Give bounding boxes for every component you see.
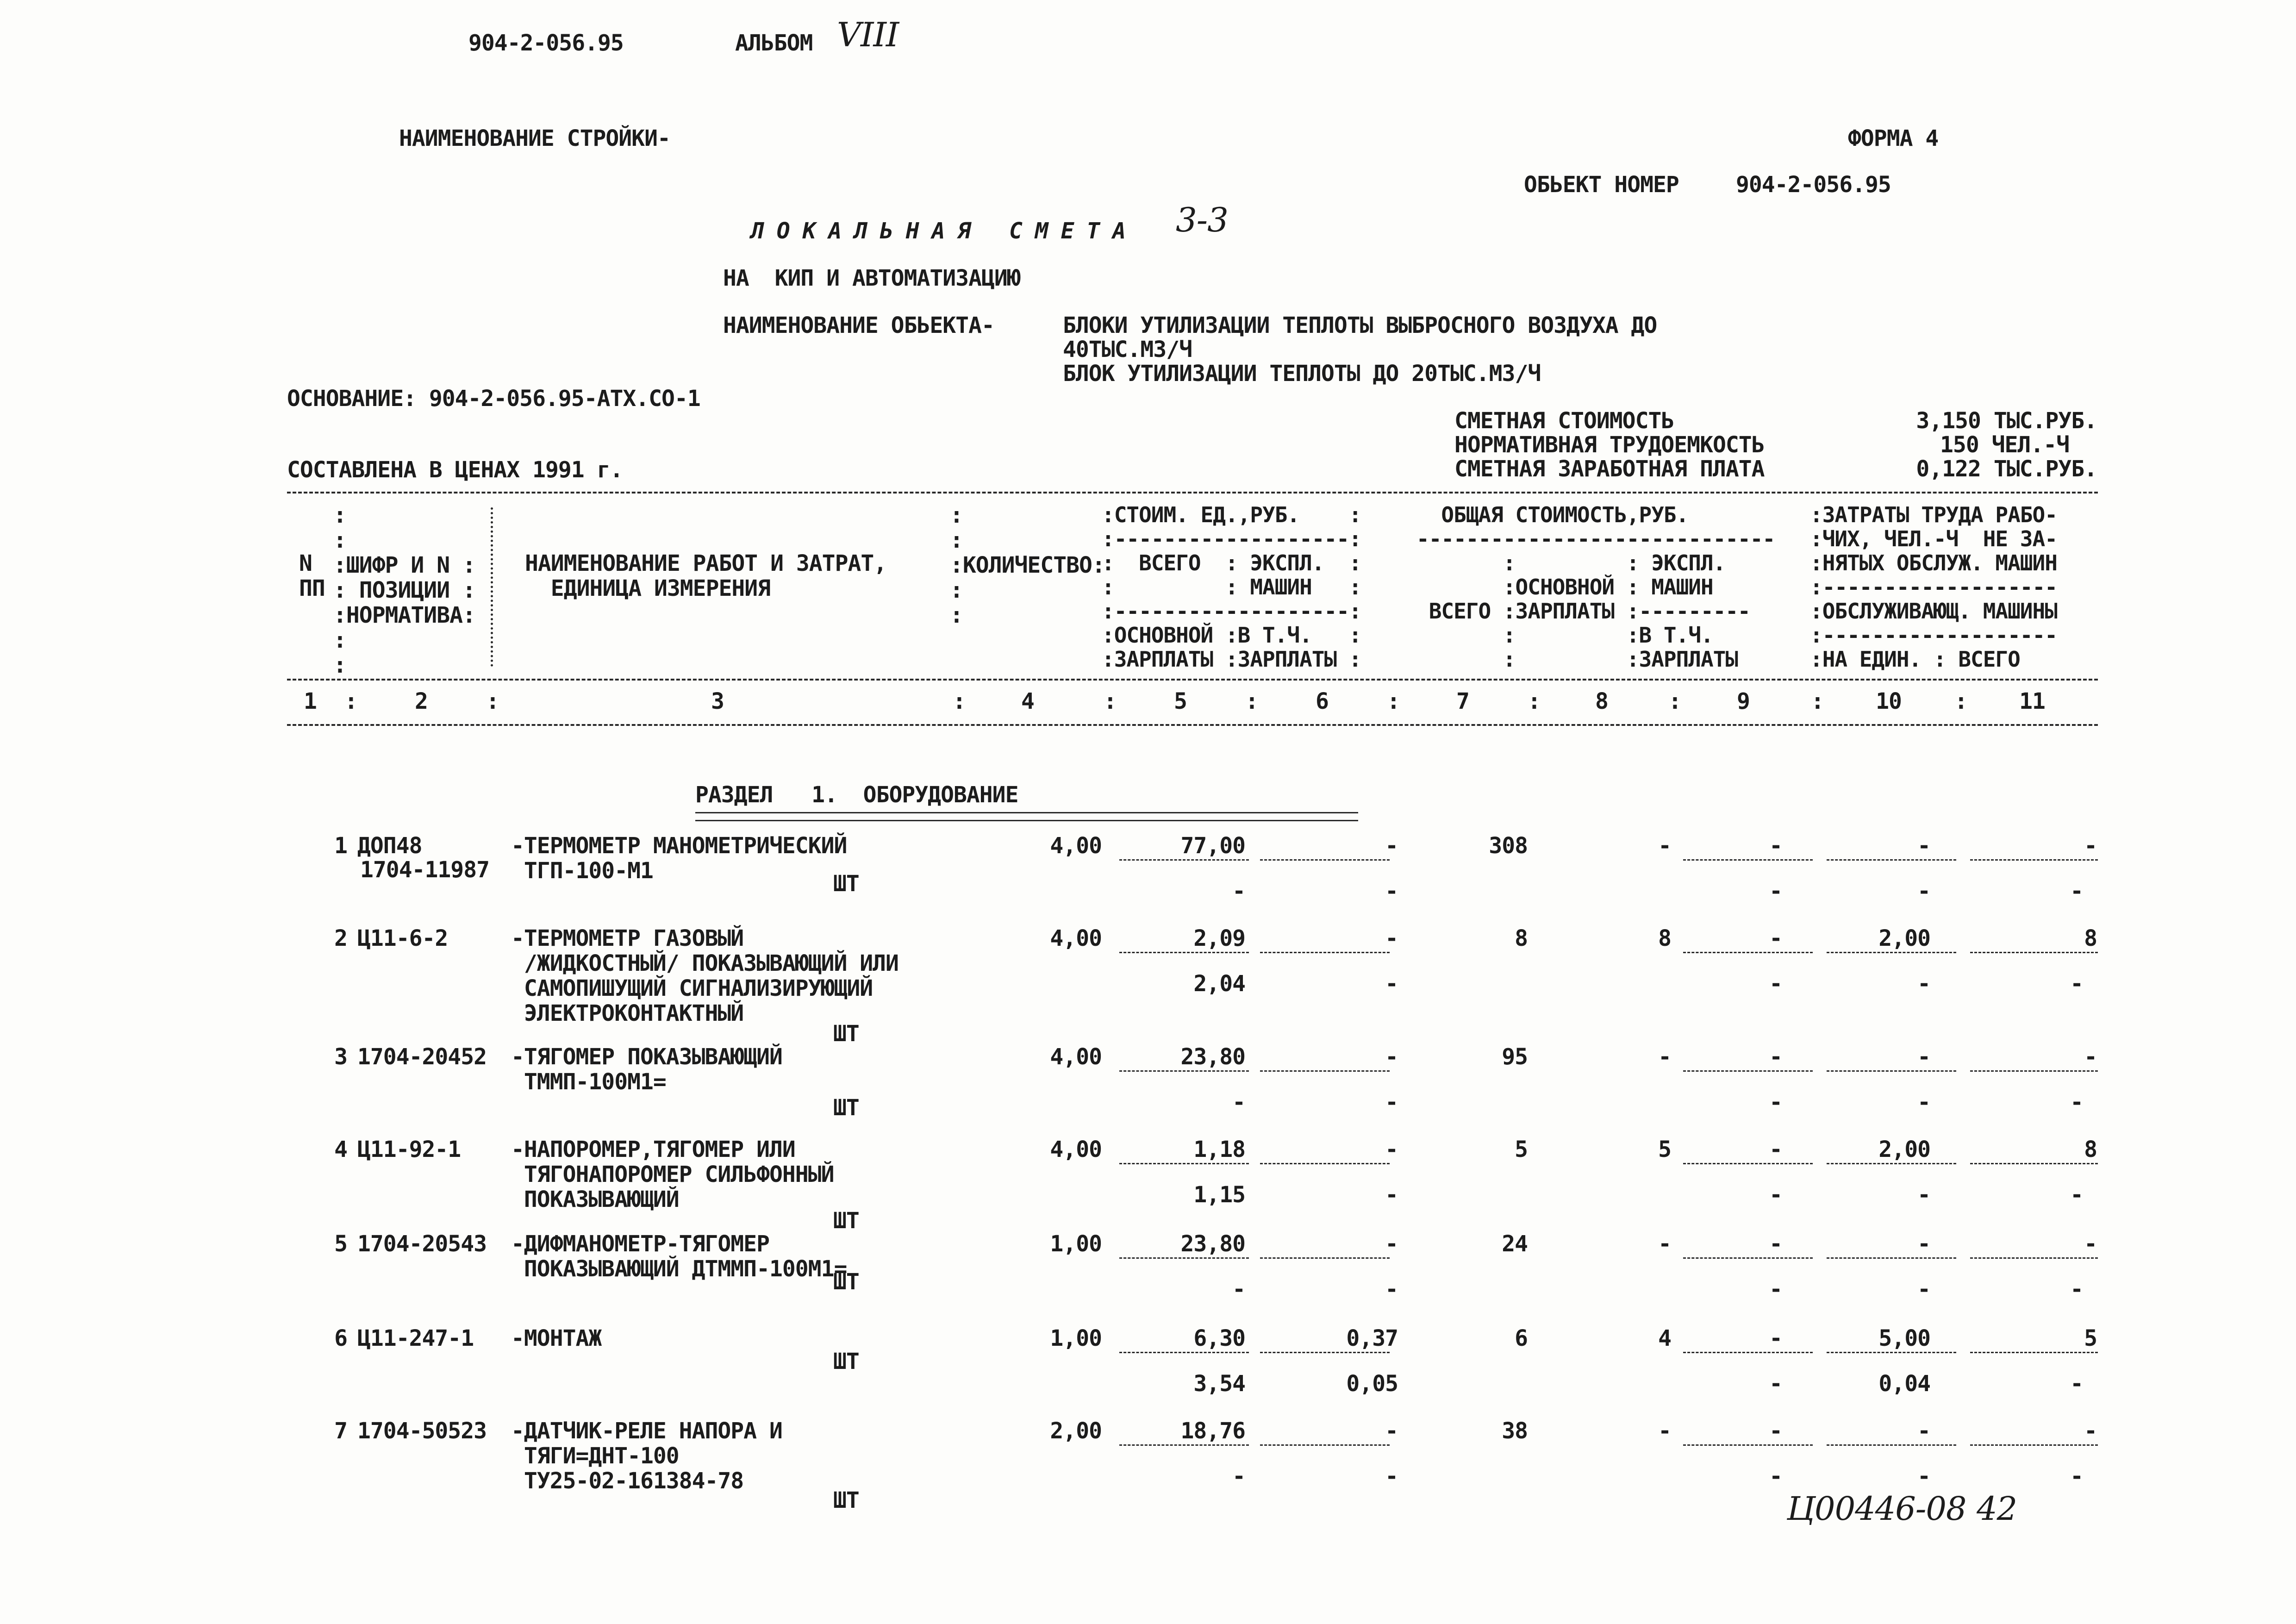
row-unit-cost-machines: - (1385, 1137, 1398, 1162)
row-unit-cost-total: 6,30 (1193, 1325, 1245, 1351)
row-unit-salary: 3,54 (1193, 1371, 1245, 1397)
row-unit: ШТ (833, 1487, 859, 1513)
colnum-sep: : (1954, 688, 1967, 714)
colnum-sep: : (953, 688, 966, 714)
row-labor-machine-total: - (2070, 1276, 2083, 1302)
colnum-10: 10 (1876, 688, 1902, 714)
colnum-bottom-rule (287, 724, 2098, 726)
row-unit-cost-machines: - (1385, 925, 1398, 951)
row-labor-total: 8 (2084, 925, 2097, 951)
header-col-n: N ПП (299, 550, 325, 601)
summary-value-cost: 3,150 ТЫС.РУБ. (1916, 408, 2097, 434)
row-subline (1827, 859, 1956, 861)
row-unit-machine-salary: - (1385, 1089, 1398, 1115)
row-unit-cost-total: 23,80 (1180, 1231, 1245, 1257)
row-labor-total: 8 (2084, 1137, 2097, 1162)
row-subline (1970, 1444, 2098, 1446)
row-unit-cost-total: 77,00 (1180, 833, 1245, 859)
row-total-machines: - (1769, 1137, 1782, 1162)
row-labor-unit: - (1917, 1231, 1930, 1257)
row-subline (1683, 1070, 1813, 1072)
row-total: 24 (1502, 1231, 1528, 1257)
row-unit-cost-machines: - (1385, 1231, 1398, 1257)
colnum-sep: : (1811, 688, 1824, 714)
row-name: -ДИФМАНОМЕТР-ТЯГОМЕР ПОКАЗЫВАЮЩИЙ ДТММП-100М1= (511, 1231, 847, 1282)
row-number: 4 (334, 1137, 347, 1162)
row-labor-machine-unit: - (1917, 1089, 1930, 1115)
row-total-machines: - (1769, 1418, 1782, 1444)
row-name: -ТЕРМОМЕТР ГАЗОВЫЙ /ЖИДКОСТНЫЙ/ ПОКАЗЫВАЮЩИЙ ИЛИ САМОПИШУЩИЙ СИГНАЛИЗИРУЮЩИЙ ЭЛЕКТРОКОНТАКТНЫЙ (511, 925, 898, 1026)
row-labor-unit: - (1917, 1418, 1930, 1444)
row-number: 2 (334, 925, 347, 951)
row-unit-salary: - (1232, 1089, 1245, 1115)
row-total-machine-salary: - (1769, 1371, 1782, 1397)
row-code: Ц11-6-2 (357, 925, 448, 951)
row-unit-machine-salary: - (1385, 1463, 1398, 1489)
summary-label-cost: СМЕТНАЯ СТОИМОСТЬ (1454, 408, 1674, 434)
row-labor-machine-total: - (2070, 878, 2083, 904)
row-subline (1260, 1163, 1390, 1164)
row-labor-machine-unit: - (1917, 1463, 1930, 1489)
row-subline (1970, 1352, 2098, 1353)
row-unit: ШТ (833, 1269, 859, 1295)
row-unit-machine-salary: - (1385, 1276, 1398, 1302)
header-col-labor: :ЗАТРАТЫ ТРУДА РАБО- :ЧИХ, ЧЕЛ.-Ч НЕ ЗА- :НЯТЫХ ОБСЛУЖ. МАШИН :------------------- :ОБСЛУЖИВАЮЩ. МАШИНЫ :------------------- :НА ЕДИН. : ВСЕГО (1810, 502, 2057, 672)
colnum-11: 11 (2019, 688, 2045, 714)
row-code: Ц11-247-1 (357, 1325, 474, 1351)
row-subline (1260, 1070, 1390, 1072)
row-number: 7 (334, 1418, 347, 1444)
row-total-machines: - (1769, 1325, 1782, 1351)
colnum-6: 6 (1316, 688, 1329, 714)
row-unit-salary: - (1232, 1463, 1245, 1489)
row-quantity: 4,00 (1050, 1137, 1102, 1162)
basis-line: ОСНОВАНИЕ: 904-2-056.95-АТХ.СО-1 (287, 386, 700, 412)
summary-label-salary: СМЕТНАЯ ЗАРАБОТНАЯ ПЛАТА (1454, 456, 1765, 482)
document-code: 904-2-056.95 (468, 30, 624, 56)
row-labor-machine-total: - (2070, 1463, 2083, 1489)
row-total-salary: 4 (1658, 1325, 1671, 1351)
row-subline (1260, 952, 1390, 953)
colnum-5: 5 (1174, 688, 1187, 714)
colnum-sep: : (486, 688, 499, 714)
row-subline (1827, 952, 1956, 953)
row-unit-machine-salary: - (1385, 1182, 1398, 1208)
row-labor-machine-total: - (2070, 1089, 2083, 1115)
row-subline (1683, 1444, 1813, 1446)
archive-stamp: Ц00446-08 (1787, 1490, 1966, 1528)
colnum-sep: : (1104, 688, 1117, 714)
row-quantity: 1,00 (1050, 1231, 1102, 1257)
row-number: 3 (334, 1044, 347, 1070)
album-number: VIII (837, 15, 899, 54)
row-number: 1 (334, 833, 347, 859)
header-col-unit-cost: :СТОИМ. ЕД.,РУБ. : :-------------------: : ВСЕГО : ЭКСПЛ. : : : МАШИН : :-------------------: :ОСНОВНОЙ :В Т.Ч. : :ЗАРПЛАТЫ :ЗАРПЛАТЫ : (1102, 502, 1361, 672)
row-total-machines: - (1769, 1044, 1782, 1070)
row-subline (1827, 1163, 1956, 1164)
section-title: РАЗДЕЛ 1. ОБОРУДОВАНИЕ (695, 782, 1018, 808)
object-label: ОБЬЕКТ НОМЕР (1524, 172, 1679, 198)
row-name: -ТЯГОМЕР ПОКАЗЫВАЮЩИЙ ТММП-100М1= (511, 1044, 782, 1095)
row-subline (1970, 1163, 2098, 1164)
row-labor-unit: - (1917, 1044, 1930, 1070)
row-labor-machine-total: - (2070, 971, 2083, 997)
object-name-label: НАИМЕНОВАНИЕ ОБЬЕКТА- (723, 312, 994, 338)
row-total-machines: - (1769, 1231, 1782, 1257)
row-subline (1119, 1257, 1249, 1259)
colnum-sep: : (1528, 688, 1541, 714)
header-col-total-cost: ОБЩАЯ СТОИМОСТЬ,РУБ. ----------------------------- : : ЭКСПЛ. :ОСНОВНОЙ : МАШИН ВСЕГО :ЗАРПЛАТЫ :--------- : :В Т.Ч. : :ЗАРПЛАТЫ (1416, 502, 1775, 672)
row-total-salary: - (1658, 1231, 1671, 1257)
row-total-salary: - (1658, 1044, 1671, 1070)
row-quantity: 1,00 (1050, 1325, 1102, 1351)
row-unit-cost-total: 18,76 (1180, 1418, 1245, 1444)
album-label: АЛЬБОМ (735, 30, 813, 56)
colnum-sep: : (1668, 688, 1681, 714)
row-labor-unit: 5,00 (1878, 1325, 1930, 1351)
row-subline (1970, 1070, 2098, 1072)
header-divider (491, 507, 493, 667)
colnum-9: 9 (1737, 688, 1750, 714)
row-subline (1260, 1444, 1390, 1446)
document-title: Л О К А Л Ь Н А Я С М Е Т А (751, 218, 1126, 244)
row-labor-total: 5 (2084, 1325, 2097, 1351)
document-subtitle: НА КИП И АВТОМАТИЗАЦИЮ (723, 265, 1020, 291)
row-subline (1119, 1352, 1249, 1353)
row-subline (1260, 1257, 1390, 1259)
document-title-number: 3-3 (1176, 200, 1228, 239)
row-subline (1119, 859, 1249, 861)
row-unit-cost-total: 2,09 (1193, 925, 1245, 951)
header-bottom-rule (287, 679, 2098, 681)
row-labor-total: - (2084, 1418, 2097, 1444)
row-total: 5 (1515, 1137, 1528, 1162)
object-number: 904-2-056.95 (1736, 172, 1891, 198)
row-subline (1970, 952, 2098, 953)
colnum-4: 4 (1021, 688, 1034, 714)
row-unit-salary: 1,15 (1193, 1182, 1245, 1208)
row-subline (1827, 1352, 1956, 1353)
row-subline (1970, 1257, 2098, 1259)
row-subline (1827, 1070, 1956, 1072)
page-number: 42 (1977, 1490, 2017, 1528)
row-code: ДОП48 (357, 833, 422, 859)
row-total-machine-salary: - (1769, 1463, 1782, 1489)
row-code: Ц11-92-1 (357, 1137, 461, 1162)
row-subline (1827, 1257, 1956, 1259)
row-subline (1683, 859, 1813, 861)
summary-label-labor: НОРМАТИВНАЯ ТРУДОЕМКОСТЬ (1454, 432, 1765, 458)
row-subline (1119, 1163, 1249, 1164)
row-total: 308 (1489, 833, 1528, 859)
row-total-salary: - (1658, 1418, 1671, 1444)
prices-line: СОСТАВЛЕНА В ЦЕНАХ 1991 г. (287, 457, 623, 483)
colnum-sep: : (344, 688, 357, 714)
colnum-2: 2 (415, 688, 428, 714)
row-total-machine-salary: - (1769, 1276, 1782, 1302)
row-unit-salary: - (1232, 1276, 1245, 1302)
row-subline (1683, 1352, 1813, 1353)
row-labor-machine-total: - (2070, 1182, 2083, 1208)
row-total-salary: 8 (1658, 925, 1671, 951)
row-labor-machine-total: - (2070, 1371, 2083, 1397)
row-labor-unit: 2,00 (1878, 1137, 1930, 1162)
row-subline (1260, 859, 1390, 861)
row-unit: ШТ (833, 1349, 859, 1374)
row-unit-cost-machines: 0,37 (1346, 1325, 1398, 1351)
row-total: 6 (1515, 1325, 1528, 1351)
row-total-machine-salary: - (1769, 1182, 1782, 1208)
colnum-8: 8 (1595, 688, 1608, 714)
row-unit-salary: - (1232, 878, 1245, 904)
row-name: -ТЕРМОМЕТР МАНОМЕТРИЧЕСКИЙ ТГП-100-М1 (511, 833, 847, 884)
row-unit-cost-total: 1,18 (1193, 1137, 1245, 1162)
row-total-machine-salary: - (1769, 878, 1782, 904)
row-unit-cost-machines: - (1385, 1044, 1398, 1070)
object-name-line3: БЛОК УТИЛИЗАЦИИ ТЕПЛОТЫ ДО 20ТЫС.М3/Ч (1063, 361, 1541, 387)
forma-label: ФОРМА 4 (1848, 125, 1939, 151)
row-quantity: 4,00 (1050, 1044, 1102, 1070)
row-quantity: 4,00 (1050, 925, 1102, 951)
row-labor-total: - (2084, 1231, 2097, 1257)
colnum-sep: : (1245, 688, 1258, 714)
row-quantity: 2,00 (1050, 1418, 1102, 1444)
row-unit-machine-salary: - (1385, 971, 1398, 997)
row-subline (1683, 1257, 1813, 1259)
header-col-qty: : : :КОЛИЧЕСТВО: : : (950, 502, 1105, 628)
colnum-7: 7 (1456, 688, 1469, 714)
summary-value-labor: 150 ЧЕЛ.-Ч (1940, 432, 2069, 458)
row-total-salary: 5 (1658, 1137, 1671, 1162)
row-labor-unit: 2,00 (1878, 925, 1930, 951)
object-name-line1: БЛОКИ УТИЛИЗАЦИИ ТЕПЛОТЫ ВЫБРОСНОГО ВОЗДУХА ДО (1063, 312, 1657, 338)
row-total-salary: - (1658, 833, 1671, 859)
row-subline (1260, 1352, 1390, 1353)
row-unit-cost-machines: - (1385, 833, 1398, 859)
header-col-code: : : :ШИФР И N : : ПОЗИЦИИ : :НОРМАТИВА: : : (333, 502, 475, 678)
row-subline (1683, 1163, 1813, 1164)
row-unit: ШТ (833, 1095, 859, 1121)
row-total-machines: - (1769, 833, 1782, 859)
row-name: -МОНТАЖ (511, 1325, 602, 1351)
row-quantity: 4,00 (1050, 833, 1102, 859)
row-number: 5 (334, 1231, 347, 1257)
row-unit-machine-salary: 0,05 (1346, 1371, 1398, 1397)
row-labor-machine-unit: - (1917, 971, 1930, 997)
table-top-rule (287, 492, 2098, 493)
row-labor-machine-unit: - (1917, 878, 1930, 904)
row-code: 1704-20452 (357, 1044, 487, 1070)
stroika-label: НАИМЕНОВАНИЕ СТРОЙКИ- (399, 125, 670, 151)
row-labor-total: - (2084, 1044, 2097, 1070)
row-subline (1827, 1444, 1956, 1446)
row-unit-machine-salary: - (1385, 878, 1398, 904)
row-labor-machine-unit: - (1917, 1182, 1930, 1208)
row-code: 1704-50523 (357, 1418, 487, 1444)
row-total: 8 (1515, 925, 1528, 951)
object-name-line2: 40ТЫС.М3/Ч (1063, 337, 1192, 362)
row-subline (1683, 952, 1813, 953)
row-subline (1119, 1444, 1249, 1446)
row-subline (1119, 952, 1249, 953)
colnum-3: 3 (711, 688, 724, 714)
summary-value-salary: 0,122 ТЫС.РУБ. (1916, 456, 2097, 482)
row-unit: ШТ (833, 1021, 859, 1047)
row-code-secondary: 1704-11987 (360, 857, 489, 883)
row-labor-unit: - (1917, 833, 1930, 859)
row-name: -ДАТЧИК-РЕЛЕ НАПОРА И ТЯГИ=ДНТ-100 ТУ25-02-161384-78 (511, 1418, 782, 1494)
row-total: 95 (1502, 1044, 1528, 1070)
row-total: 38 (1502, 1418, 1528, 1444)
row-total-machines: - (1769, 925, 1782, 951)
row-name: -НАПОРОМЕР,ТЯГОМЕР ИЛИ ТЯГОНАПОРОМЕР СИЛЬФОННЫЙ ПОКАЗЫВАЮЩИЙ (511, 1137, 834, 1212)
row-total-machine-salary: - (1769, 971, 1782, 997)
colnum-1: 1 (304, 688, 317, 714)
row-unit-cost-total: 23,80 (1180, 1044, 1245, 1070)
row-total-machine-salary: - (1769, 1089, 1782, 1115)
row-unit-cost-machines: - (1385, 1418, 1398, 1444)
header-col-name: НАИМЕНОВАНИЕ РАБОТ И ЗАТРАТ, ЕДИНИЦА ИЗМЕРЕНИЯ (525, 550, 887, 601)
row-unit-salary: 2,04 (1193, 971, 1245, 997)
colnum-sep: : (1387, 688, 1400, 714)
row-code: 1704-20543 (357, 1231, 487, 1257)
row-subline (1119, 1070, 1249, 1072)
row-unit: ШТ (833, 871, 859, 897)
row-labor-machine-unit: 0,04 (1878, 1371, 1930, 1397)
row-unit: ШТ (833, 1208, 859, 1234)
row-subline (1970, 859, 2098, 861)
row-labor-total: - (2084, 833, 2097, 859)
section-underline (695, 812, 1358, 821)
row-number: 6 (334, 1325, 347, 1351)
row-labor-machine-unit: - (1917, 1276, 1930, 1302)
